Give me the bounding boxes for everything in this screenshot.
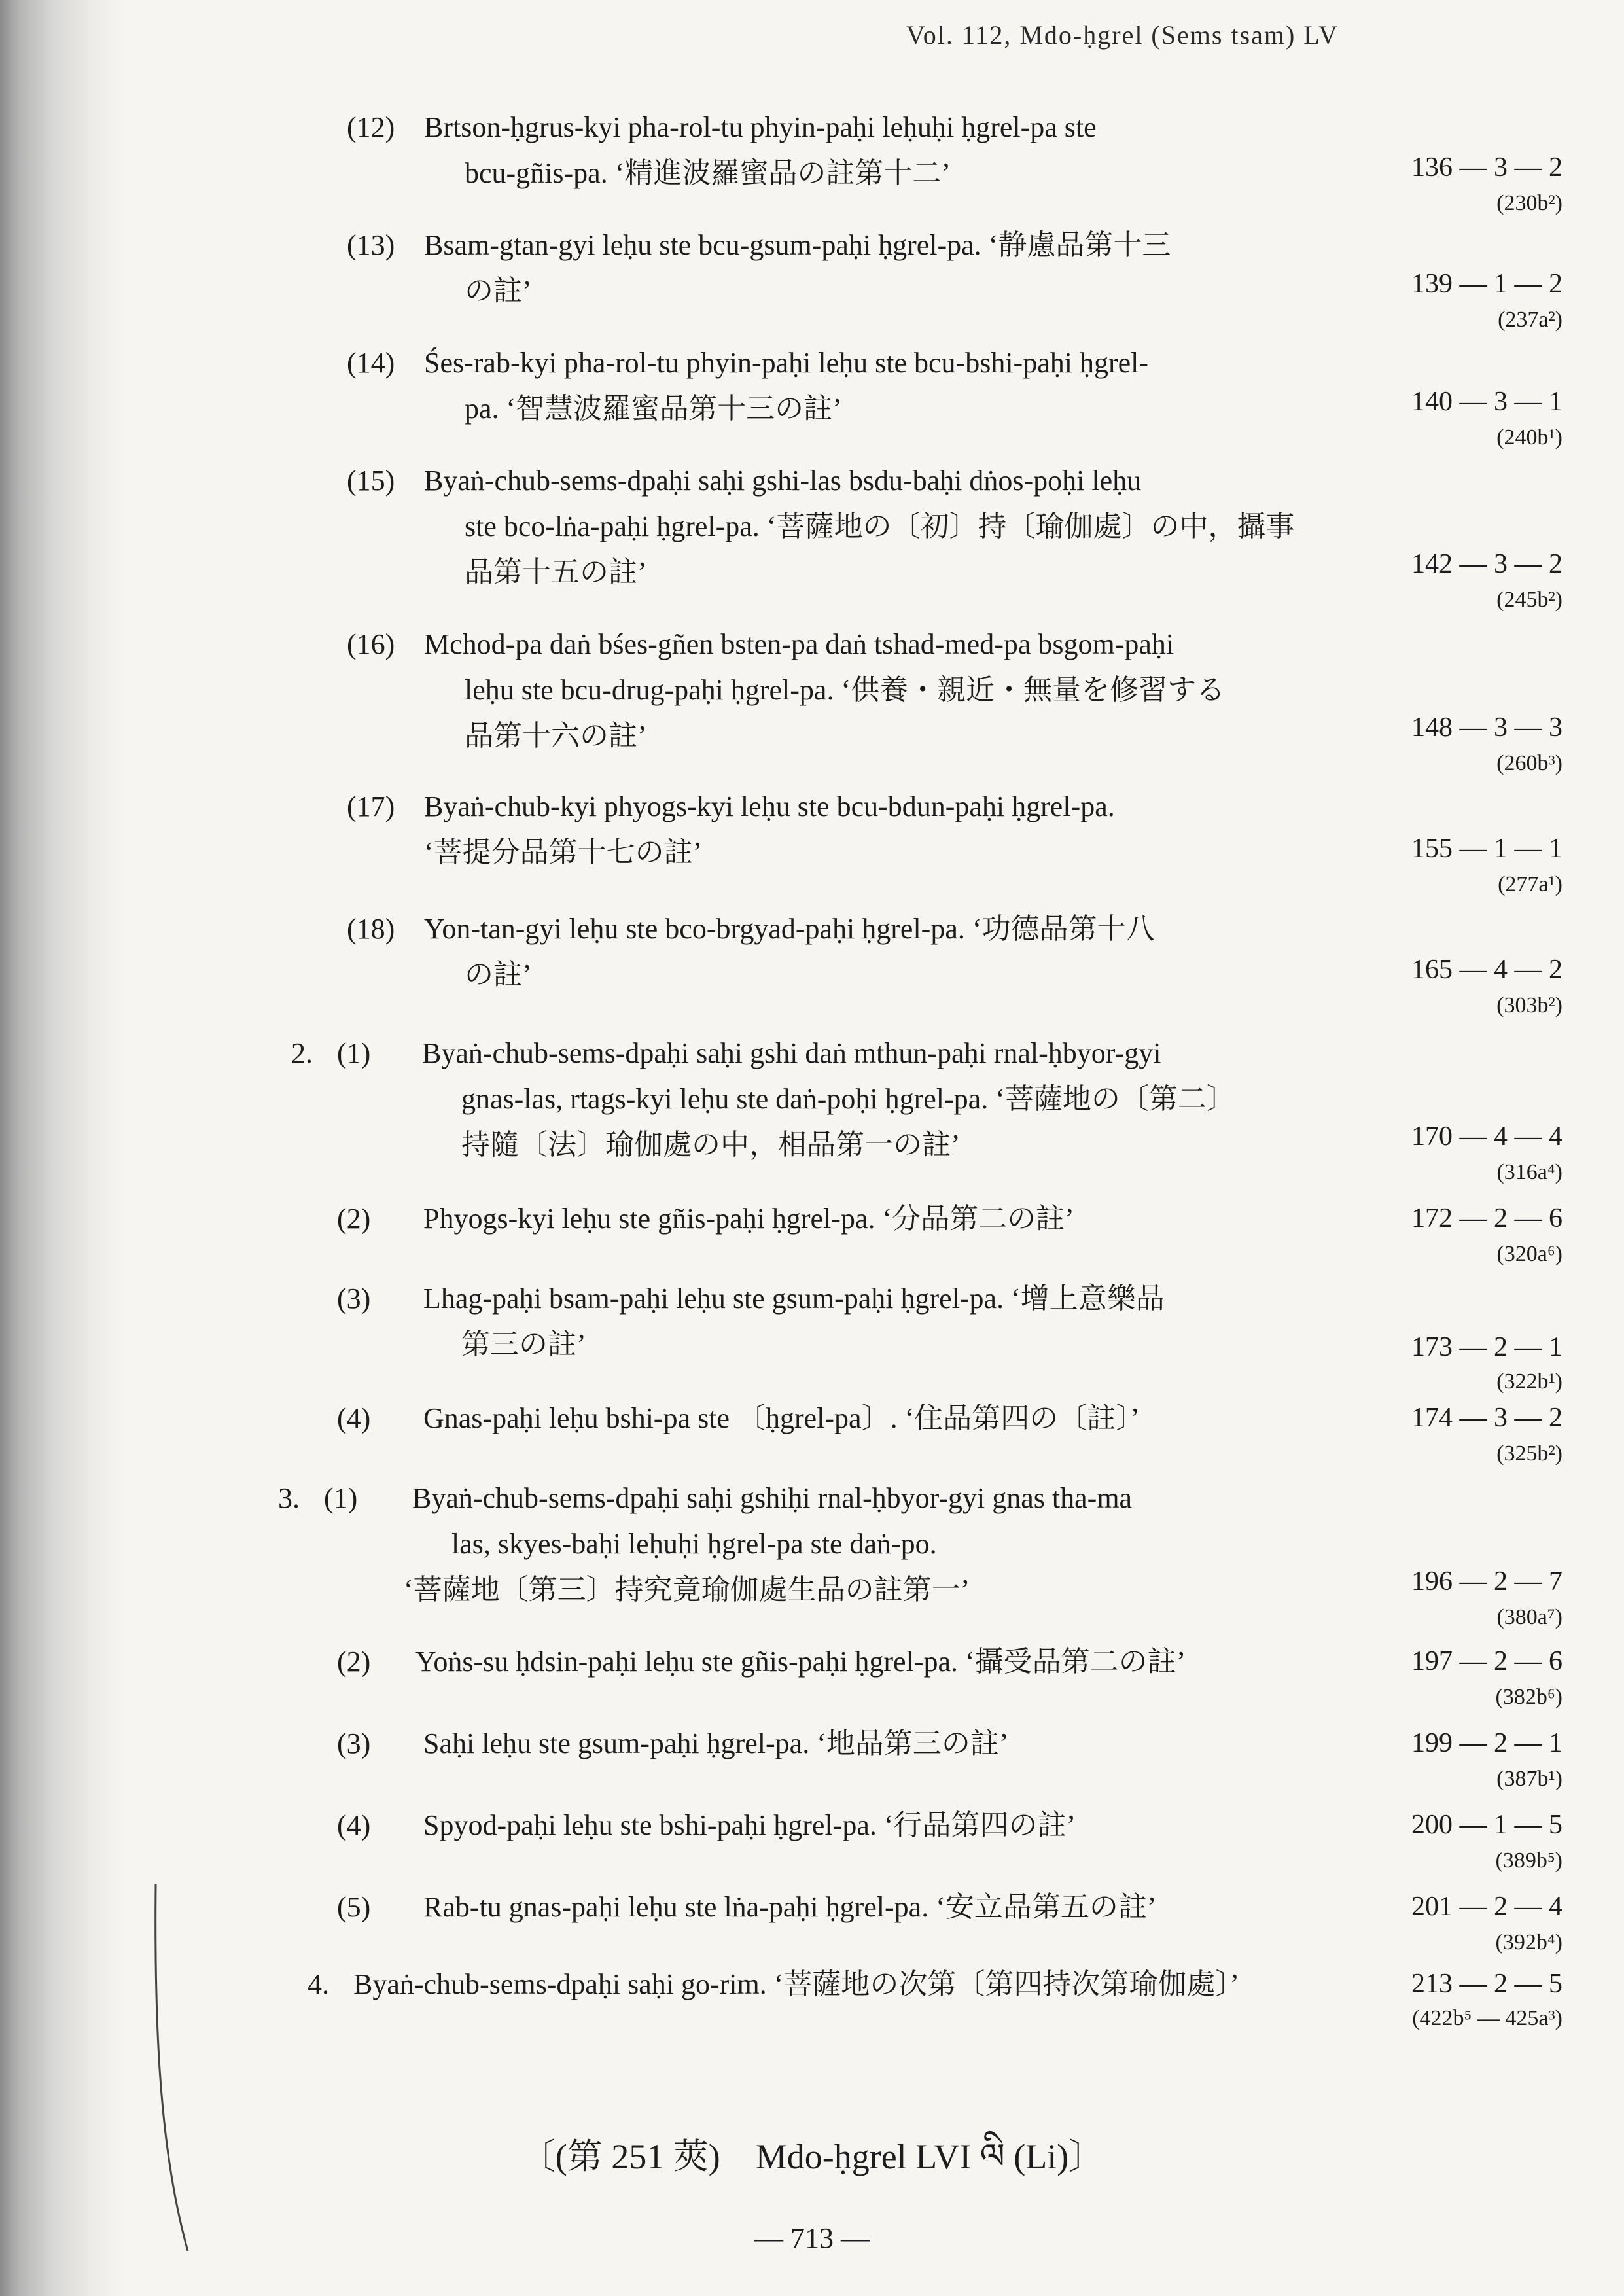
entry-ref: 155 — 1 — 1 (1411, 834, 1562, 864)
entry-number: (17) (347, 790, 395, 822)
entry-line: Byaṅ-chub-sems-dpaḥi saḥi gshi daṅ mthun-paḥi rnal-ḥbyor-gyi (422, 1037, 1161, 1069)
entry-line: Phyogs-kyi leḥu ste gñis-paḥi ḥgrel-pa. ‘分品第二の註’ (423, 1203, 1074, 1235)
entry-number: (18) (347, 913, 395, 945)
entry-folio: (277a¹) (1498, 872, 1562, 896)
entry-line: Mchod-pa daṅ bśes-gñen bsten-pa daṅ tshad-med-pa bsgom-paḥi (424, 628, 1174, 660)
entry-line: Yon-tan-gyi leḥu ste bco-brgyad-paḥi ḥgrel-pa. ‘功德品第十八 (424, 913, 1155, 945)
entry-ref: 136 — 3 — 2 (1411, 152, 1562, 183)
entry-line: Byaṅ-chub-sems-dpaḥi saḥi go-rim. ‘菩薩地の次第〔第四持次第瑜伽處〕’ (353, 1968, 1240, 2000)
entry-line: Spyod-paḥi leḥu ste bshi-paḥi ḥgrel-pa. ‘行品第四の註’ (423, 1809, 1076, 1841)
entry-line: Lhag-paḥi bsam-paḥi leḥu ste gsum-paḥi ḥgrel-pa. ‘增上意樂品 (423, 1282, 1165, 1315)
entry-number: (14) (347, 347, 395, 379)
entry-line: Byaṅ-chub-kyi phyogs-kyi leḥu ste bcu-bdun-paḥi ḥgrel-pa. (424, 790, 1115, 822)
entry-ref: 165 — 4 — 2 (1411, 955, 1562, 985)
entry-number: (4) (337, 1402, 371, 1434)
entry-ref: 199 — 2 — 1 (1411, 1728, 1562, 1758)
toc-entry-12 (347, 105, 1097, 196)
entry-number: (2) (337, 1203, 371, 1235)
entry-folio: (260b³) (1496, 751, 1562, 775)
entry-line: bcu-gñis-pa. ‘精進波羅蜜品の註第十二’ (465, 157, 951, 189)
toc-entry-3-2 (337, 1639, 1186, 1685)
entry-line: Yoṅs-su ḥdsin-paḥi leḥu ste gñis-paḥi ḥgrel-pa. ‘攝受品第二の註’ (415, 1646, 1186, 1678)
entry-folio: (389b⁵) (1495, 1848, 1562, 1873)
toc-entry-3-4 (337, 1803, 1076, 1848)
entry-number: (12) (347, 111, 395, 143)
scan-edge-shadow (0, 0, 124, 2296)
entry-folio: (240b¹) (1496, 425, 1562, 450)
entry-ref: 196 — 2 — 7 (1411, 1566, 1562, 1597)
entry-folio: (382b⁶) (1495, 1685, 1562, 1709)
entry-ref: 201 — 2 — 4 (1411, 1892, 1562, 1922)
entry-line: 第三の註’ (461, 1328, 586, 1360)
entry-ref: 200 — 1 — 5 (1411, 1810, 1562, 1840)
entry-folio: (320a⁶) (1496, 1242, 1562, 1266)
entry-number: (5) (337, 1891, 371, 1923)
entry-folio: (245b²) (1496, 588, 1562, 612)
toc-entry-15 (347, 458, 1294, 595)
entry-folio: (303b²) (1496, 993, 1562, 1017)
toc-entry-3-1 (278, 1475, 1132, 1613)
entry-ref: 173 — 2 — 1 (1411, 1332, 1562, 1362)
entry-line: leḥu ste bcu-drug-paḥi ḥgrel-pa. ‘供養・親近・無量を修習する (465, 674, 1226, 706)
toc-entry-17 (347, 784, 1115, 875)
entry-line: pa. ‘智慧波羅蜜品第十三の註’ (465, 393, 842, 425)
entry-line: 品第十五の註’ (465, 556, 647, 588)
entry-folio: (316a⁴) (1496, 1160, 1562, 1184)
toc-entry-2-4 (337, 1396, 1140, 1441)
section-number: 4. (308, 1968, 329, 2000)
entry-line: Byaṅ-chub-sems-dpaḥi saḥi gshiḥi rnal-ḥbyor-gyi gnas tha-ma (412, 1482, 1133, 1514)
entry-folio: (392b⁴) (1495, 1930, 1562, 1954)
toc-entry-3-5 (337, 1884, 1157, 1930)
entry-number: (1) (337, 1037, 371, 1069)
entry-folio: (325b²) (1496, 1441, 1562, 1466)
entry-line: の註’ (465, 959, 532, 991)
toc-entry-4 (308, 1962, 1239, 2007)
section-number: 3. (278, 1482, 300, 1514)
entry-number: (15) (347, 465, 395, 497)
entry-line: Śes-rab-kyi pha-rol-tu phyin-paḥi leḥu ste bcu-bshi-paḥi ḥgrel- (424, 347, 1149, 379)
entry-line: Gnas-paḥi leḥu bshi-pa ste 〔ḥgrel-pa〕. ‘住品第四の〔註〕’ (423, 1402, 1140, 1434)
entry-folio: (230b²) (1496, 191, 1562, 215)
entry-line: Brtson-ḥgrus-kyi pha-rol-tu phyin-paḥi leḥuḥi ḥgrel-pa ste (424, 111, 1097, 143)
entry-number: (3) (337, 1282, 371, 1315)
toc-entry-14 (347, 340, 1148, 432)
entry-folio: (380a⁷) (1496, 1605, 1562, 1629)
entry-line: las, skyes-baḥi leḥuḥi ḥgrel-pa ste daṅ-po. (451, 1528, 937, 1560)
entry-ref: 170 — 4 — 4 (1411, 1122, 1562, 1152)
entry-line: gnas-las, rtags-kyi leḥu ste daṅ-poḥi ḥgrel-pa. ‘菩薩地の〔第二〕 (461, 1083, 1235, 1115)
entry-folio: (387b¹) (1496, 1767, 1562, 1791)
entry-ref: 142 — 3 — 2 (1411, 549, 1562, 579)
entry-line: 品第十六の註’ (465, 720, 647, 752)
entry-number: (16) (347, 628, 395, 660)
entry-number: (13) (347, 229, 395, 261)
entry-ref: 140 — 3 — 1 (1411, 387, 1562, 417)
entry-number: (2) (337, 1646, 371, 1678)
entry-line: Rab-tu gnas-paḥi leḥu ste lṅa-paḥi ḥgrel-pa. ‘安立品第五の註’ (423, 1891, 1157, 1923)
entry-number: (3) (337, 1727, 371, 1759)
entry-line: 持隨〔法〕瑜伽處の中，相品第一の註’ (461, 1129, 961, 1161)
entry-ref: 148 — 3 — 3 (1411, 713, 1562, 743)
entry-ref: 197 — 2 — 6 (1411, 1646, 1562, 1676)
entry-line: ‘菩薩地〔第三〕持究竟瑜伽處生品の註第一’ (404, 1574, 970, 1606)
toc-entry-13 (347, 222, 1171, 314)
volume-heading: 〔(第 251 莢) Mdo-ḥgrel LVI ལི (Li)〕 (520, 2137, 1104, 2176)
entry-folio: (322b¹) (1496, 1369, 1562, 1394)
entry-number: (4) (337, 1809, 371, 1841)
toc-entry-3-3 (337, 1721, 1009, 1767)
entry-folio: (237a²) (1498, 308, 1562, 332)
entry-ref: 172 — 2 — 6 (1411, 1203, 1562, 1233)
entry-line: の註’ (465, 275, 532, 307)
entry-line: Bsam-gtan-gyi leḥu ste bcu-gsum-paḥi ḥgrel-pa. ‘静慮品第十三 (424, 229, 1171, 261)
toc-entry-2-2 (337, 1196, 1074, 1242)
entry-folio: (422b⁵ — 425a³) (1412, 2006, 1562, 2030)
entry-line: ste bco-lṅa-paḥi ḥgrel-pa. ‘菩薩地の〔初〕持〔瑜伽處〕の中，攝事 (465, 510, 1295, 542)
entry-ref: 139 — 1 — 2 (1411, 269, 1562, 299)
entry-line: Saḥi leḥu ste gsum-paḥi ḥgrel-pa. ‘地品第三の註’ (423, 1727, 1009, 1759)
entry-line: Byaṅ-chub-sems-dpaḥi saḥi gshi-las bsdu-baḥi dṅos-poḥi leḥu (424, 465, 1142, 497)
page-number: — 713 — (754, 2222, 870, 2254)
entry-number: (1) (324, 1482, 358, 1514)
section-number: 2. (291, 1037, 313, 1069)
running-header: Vol. 112, Mdo-ḥgrel (Sems tsam) LV (906, 20, 1339, 50)
toc-entry-18 (347, 906, 1155, 998)
toc-entry-2-1 (291, 1031, 1235, 1168)
entry-ref: 213 — 2 — 5 (1411, 1969, 1562, 1999)
toc-entry-2-3 (337, 1276, 1165, 1368)
entry-ref: 174 — 3 — 2 (1411, 1403, 1562, 1433)
toc-entry-16 (347, 622, 1225, 759)
entry-line: ‘菩提分品第十七の註’ (424, 836, 703, 868)
